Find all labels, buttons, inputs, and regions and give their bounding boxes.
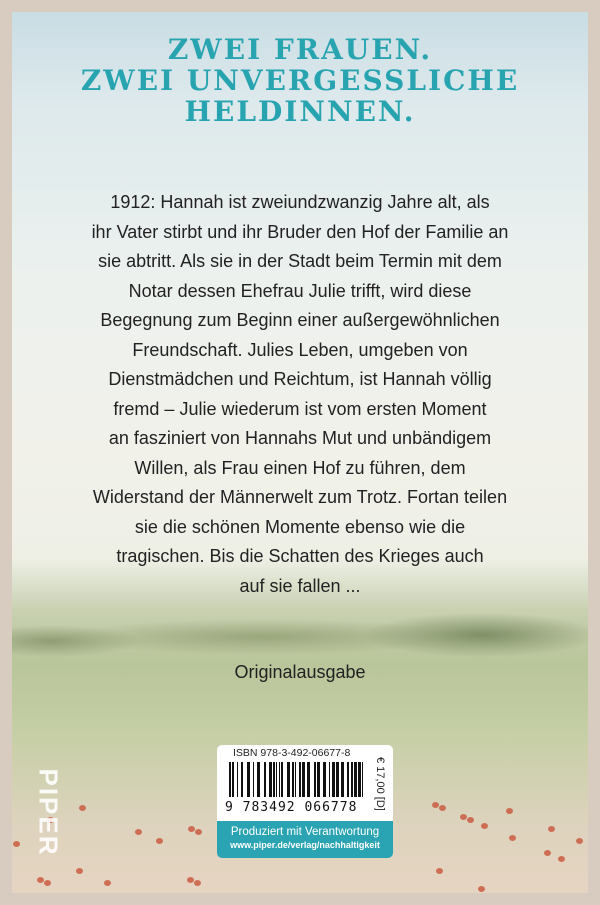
tree-line (12, 607, 588, 657)
barcode-bar (273, 762, 275, 797)
barcode-bar (347, 762, 349, 797)
barcode-bar (358, 762, 361, 797)
poppy (76, 868, 83, 874)
barcode-bar (317, 762, 320, 797)
poppy (104, 880, 111, 886)
barcode-bar (279, 762, 280, 797)
barcode-bar (257, 762, 260, 797)
poppy (188, 826, 195, 832)
barcode-bar (336, 762, 339, 797)
blurb-line: an fasziniert von Hannahs Mut und unbändigem (108, 428, 492, 448)
blurb-line: Willen, als Frau einen Hof zu führen, dem (134, 457, 466, 478)
poppy (436, 868, 443, 874)
blurb-line: Dienstmädchen und Reichtum, ist Hannah völlig (108, 369, 492, 389)
barcode-bar (323, 762, 326, 797)
poppy (44, 880, 51, 886)
cover-headline (12, 34, 588, 127)
poppy (195, 829, 202, 835)
barcode-bar (292, 762, 294, 797)
poppy (509, 835, 516, 841)
barcode-bar (307, 762, 310, 797)
headline-line: ZWEI UNVERGESSLICHE (80, 64, 520, 97)
barcode-bar (264, 762, 266, 797)
barcode-label (217, 745, 393, 858)
barcode-digits: 9 783492 066778 (225, 800, 358, 815)
barcode-bar (329, 762, 330, 797)
barcode-bar (241, 762, 243, 797)
poppy (544, 850, 551, 856)
blurb-line: fremd – Julie wiederum ist vom ersten Moment (113, 398, 487, 419)
blurb-line: tragischen. Bis die Schatten des Krieges auch (116, 546, 484, 566)
headline-line: ZWEI FRAUEN. (167, 33, 433, 66)
poppy (37, 877, 44, 883)
poppy (156, 838, 163, 844)
publisher-logo: PIPER (33, 768, 64, 857)
barcode-bar (229, 762, 231, 797)
barcode-bar (302, 762, 305, 797)
barcode-bar (276, 762, 277, 797)
barcode-bar (247, 762, 250, 797)
blurb-line: sie abtritt. Als sie in der Stadt beim Termin mit dem (98, 251, 502, 271)
barcode-bar (295, 762, 296, 797)
poppy (439, 805, 446, 811)
headline-line: HELDINNEN. (184, 95, 416, 128)
barcode-bar (287, 762, 290, 797)
poppy (467, 817, 474, 823)
poppy (506, 808, 513, 814)
poppy (478, 886, 485, 892)
poppy (481, 823, 488, 829)
poppy (460, 814, 467, 820)
barcode-bar (281, 762, 283, 797)
poppy (187, 877, 194, 883)
blurb-line: auf sie fallen ... (239, 575, 361, 596)
barcode-bar (232, 762, 234, 797)
barcode-bar (354, 762, 357, 797)
book-back-cover (12, 12, 588, 893)
poppy (194, 880, 201, 886)
poppy (576, 838, 583, 844)
barcode-icon (229, 762, 367, 797)
barcode-bar (314, 762, 316, 797)
barcode-bar (332, 762, 335, 797)
blurb-line: sie die schönen Momente ebenso wie die (134, 516, 466, 537)
poppy (558, 856, 565, 862)
barcode-bar (299, 762, 301, 797)
blurb (12, 188, 588, 601)
barcode-bar (253, 762, 254, 797)
responsibility-text: Produziert mit Verantwortung (230, 826, 380, 838)
barcode-bar (237, 762, 238, 797)
responsibility-url: www.piper.de/verlag/nachhaltigkeit (230, 840, 380, 850)
blurb-line: Begegnung zum Beginn einer außergewöhnlichen (100, 310, 500, 330)
poppy (79, 805, 86, 811)
price: € 17,00 [D] (374, 757, 386, 811)
isbn-text: ISBN 978-3-492-06677-8 (233, 747, 351, 759)
poppy (135, 829, 142, 835)
poppy (432, 802, 439, 808)
poppy (548, 826, 555, 832)
responsibility-banner (217, 821, 393, 858)
poppy (13, 841, 20, 847)
blurb-line: ihr Vater stirbt und ihr Bruder den Hof der Familie an (91, 221, 509, 242)
blurb-line: Freundschaft. Julies Leben, umgeben von (132, 339, 468, 360)
barcode-bar (269, 762, 272, 797)
edition-label: Originalausgabe (234, 662, 366, 682)
barcode-bar (351, 762, 353, 797)
blurb-line: 1912: Hannah ist zweiundzwanzig Jahre alt, als (110, 192, 490, 212)
blurb-line: Widerstand der Männerwelt zum Trotz. Fortan teilen (92, 487, 508, 507)
barcode-bar (341, 762, 344, 797)
barcode-bar (362, 762, 363, 797)
blurb-line: Notar dessen Ehefrau Julie trifft, wird diese (128, 280, 472, 301)
